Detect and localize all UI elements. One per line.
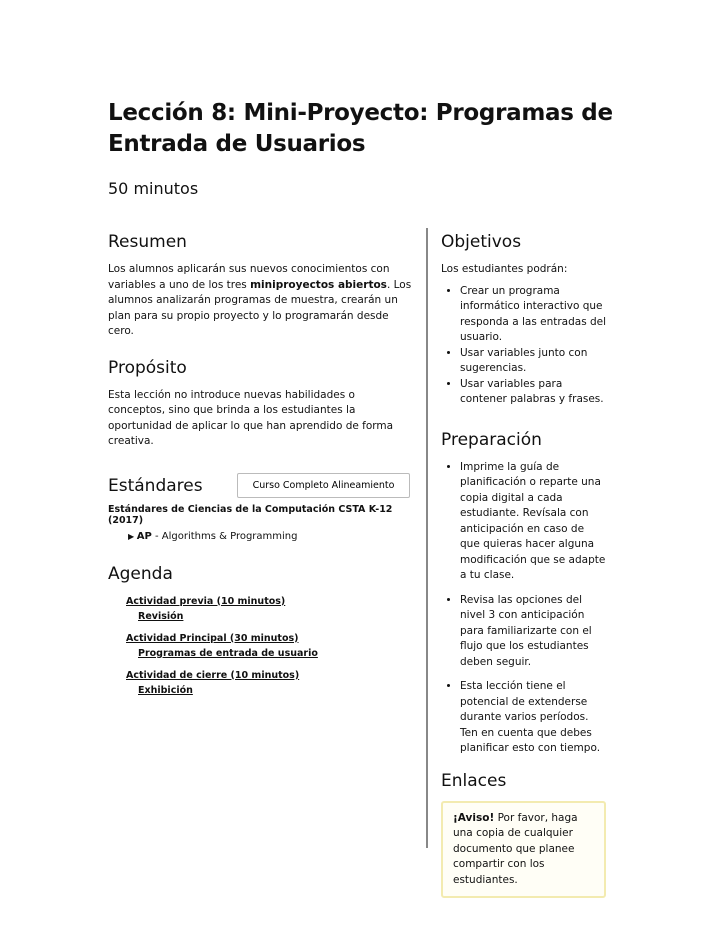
resumen-heading: Resumen	[108, 232, 187, 252]
preparacion-section	[441, 430, 607, 757]
text: . Los alumnos analizarán programas de muestra, crearán un plan para su propio proyecto y lo programarán desde cero.	[108, 278, 412, 337]
triangle-right-icon: ▶	[128, 531, 137, 541]
notice-text: Por favor, haga una copia de cualquier documento que planee compartir con los estudiantes.	[453, 811, 578, 886]
agenda-link[interactable]: Actividad previa (10 minutos)	[126, 595, 286, 607]
agenda-link[interactable]: Actividad Principal (30 minutos)	[126, 632, 299, 644]
list-item: • Usar variables junto con sugerencias.	[460, 346, 607, 377]
list-item: • Revisa las opciones del nivel 3 con anticipación para familiarizarte con el flujo que los estudiantes deben seguir.	[460, 593, 607, 671]
objetivos-section	[441, 232, 607, 408]
agenda-sublink[interactable]: Programas de entrada de usuario	[138, 647, 318, 659]
list-item: • Esta lección tiene el potencial de extenderse durante varios períodos. Ten en cuenta que debes planificar esto con tiempo.	[460, 679, 607, 757]
standard-label: - Algorithms & Programming	[151, 530, 298, 542]
standards-framework: Estándares de Ciencias de la Computación CSTA K-12 (2017)	[108, 503, 393, 526]
right-column	[441, 232, 607, 898]
standard-item-ap[interactable]	[128, 531, 413, 542]
list-item: • Usar variables para contener palabras y frases.	[460, 377, 607, 408]
text: Los alumnos aplicarán sus nuevos conocimientos con variables a uno de los tres	[108, 263, 390, 291]
column-divider	[426, 228, 428, 848]
duration: 50 minutos	[108, 179, 199, 198]
notice-box	[441, 801, 606, 899]
bold-text: miniproyectos abiertos	[250, 278, 387, 291]
list-item: • Crear un programa informático interactivo que responda a las entradas del usuario.	[460, 284, 607, 346]
agenda-sublink[interactable]: Revisión	[138, 610, 184, 622]
agenda-heading: Agenda	[108, 563, 173, 584]
full-alignment-button[interactable]: Curso Completo Alineamiento	[237, 473, 410, 498]
page-title: Lección 8: Mini-Proyecto: Programas de Entrada de Usuarios	[108, 100, 613, 157]
proposito-section	[108, 358, 413, 450]
agenda-section	[108, 564, 413, 698]
resumen-text	[108, 262, 413, 340]
proposito-heading: Propósito	[108, 357, 187, 378]
agenda-sublink[interactable]: Exhibición	[138, 684, 193, 696]
resumen-section	[108, 232, 413, 340]
objetivos-intro: Los estudiantes podrán:	[441, 263, 568, 275]
estandares-section	[108, 476, 413, 542]
enlaces-heading: Enlaces	[441, 770, 507, 791]
objetivos-heading: Objetivos	[441, 232, 522, 252]
estandares-heading: Estándares	[108, 475, 203, 496]
left-column	[108, 232, 413, 705]
enlaces-section	[441, 771, 607, 899]
agenda-link[interactable]: Actividad de cierre (10 minutos)	[126, 669, 300, 681]
notice-label: ¡Aviso!	[453, 811, 495, 824]
proposito-text: Esta lección no introduce nuevas habilidades o conceptos, sino que brinda a los estudiantes la oportunidad de aplicar lo que han aprendido de forma creativa.	[108, 388, 394, 447]
preparacion-heading: Preparación	[441, 429, 542, 450]
list-item: • Imprime la guía de planificación o reparte una copia digital a cada estudiante. Revísala con anticipación en caso de que quieras hacer alguna modificación que se adapte a tu clase.	[460, 460, 607, 584]
standard-code: AP	[136, 530, 152, 542]
